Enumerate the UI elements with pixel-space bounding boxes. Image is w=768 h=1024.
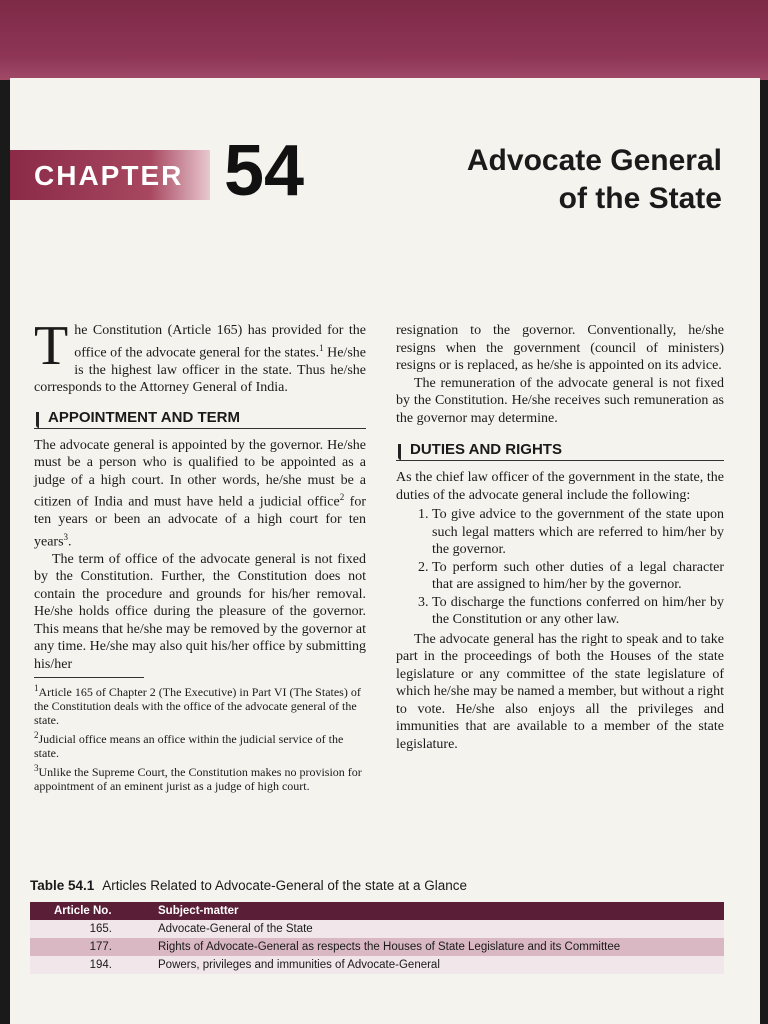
table-caption: [30, 878, 467, 893]
rights-paragraph: The advocate general has the right to speak and to take part in the proceedings of both the Houses of the state legislature or any committee of the state legislature of which he/she may be named a member, but without a right to vote. He/she also enjoys all the privileges and immunities that are available to a member of the state legislature.: [396, 631, 724, 752]
chapter-number: 54: [224, 131, 305, 211]
appointment-text-c: .: [68, 534, 72, 550]
chapter-title: [467, 142, 722, 217]
subject-matter: Powers, privileges and immunities of Advocate-General: [150, 956, 724, 974]
appointment-paragraph: [34, 437, 366, 551]
list-item: 3. To discharge the functions conferred on him/her by the Constitution or any other law.: [432, 594, 724, 629]
drop-cap: T: [34, 315, 69, 377]
chapter-label: CHAPTER: [34, 160, 184, 191]
remuneration-paragraph: The remuneration of the advocate general is not fixed by the Constitution. He/she receives such remuneration as the governor may determine.: [396, 375, 724, 426]
table-row: [30, 920, 724, 938]
subject-matter: Advocate-General of the State: [150, 920, 724, 938]
footnote-3: [34, 761, 366, 793]
article-number: 165.: [30, 920, 150, 938]
intro-text-2: He/she is the highest law officer in the state. Thus he/she corresponds to the Attorney General of India.: [34, 345, 366, 396]
list-item: 1. To give advice to the government of the state upon such legal matters which are referred to him/her by the governor.: [432, 506, 724, 559]
footnote-ref-3: 3: [63, 531, 69, 542]
intro-text: he Constitution (Article 165) has provided for the office of the advocate general for the states.: [74, 323, 366, 361]
footnote-text: Article 165 of Chapter 2 (The Executive) in Part VI (The States) of the Constitution deals with the office of the advocate general of the state.: [34, 685, 361, 728]
footnote-2: [34, 728, 366, 760]
footnote-mark: 1: [34, 683, 39, 694]
table-row: [30, 956, 724, 974]
duties-list: [396, 506, 724, 629]
section-heading-appointment: APPOINTMENT AND TERM: [34, 409, 366, 429]
footnote-mark: 2: [34, 730, 39, 741]
duties-intro: As the chief law officer of the government in the state, the duties of the advocate general include the following:: [396, 470, 724, 503]
article-number: 177.: [30, 938, 150, 956]
table-header-row: [30, 902, 724, 920]
term-paragraph: The term of office of the advocate general is not fixed by the Constitution. Further, the Constitution does not contain the procedure and grounds for his/her removal. He/she holds office during the pleasure of the governor. This means that he/she may be removed by the governor at any time. He/she may also quit his/her office by submitting his/her: [34, 551, 366, 672]
table-caption-text: Articles Related to Advocate-General of the state at a Glance: [102, 878, 468, 893]
footnote-1: [34, 681, 366, 727]
list-item: 2. To perform such other duties of a legal character that are assigned to him/her by the governor.: [432, 559, 724, 594]
subject-matter: Rights of Advocate-General as respects the Houses of State Legislature and its Committee: [150, 938, 724, 956]
resignation-paragraph: resignation to the governor. Conventionally, he/she resigns when the government (council of ministers) resigns or is replaced, as he/she is appointed on its advice.: [396, 323, 724, 373]
footnote-mark: 3: [34, 763, 39, 774]
footnote-ref-1: 1: [319, 342, 324, 353]
column-header-subject: Subject-matter: [150, 902, 724, 920]
appointment-text-a: The advocate general is appointed by the governor. He/she must be a person who is qualified to be appointed as a judge of a high court. In other words, he/she must be a citizen of India and must have held a judicial office: [34, 437, 366, 510]
footnote-text: Judicial office means an office within the judicial service of the state.: [34, 732, 344, 761]
table-caption-label: Table 54.1: [30, 878, 95, 893]
intro-paragraph: [34, 315, 366, 397]
footnote-rule: [34, 677, 144, 678]
top-cover-band: [0, 0, 768, 80]
column-header-article: Article No.: [30, 902, 150, 920]
footnote-text: Unlike the Supreme Court, the Constitution makes no provision for appointment of an eminent jurist as a judge of high court.: [34, 765, 362, 794]
chapter-title-line1: Advocate General: [466, 144, 722, 177]
left-column: [34, 315, 366, 794]
article-number: 194.: [30, 956, 150, 974]
table-row: [30, 938, 724, 956]
section-heading-duties: DUTIES AND RIGHTS: [396, 441, 724, 461]
right-column: [396, 322, 724, 753]
chapter-title-line2: of the State: [558, 181, 722, 215]
appointment-text-b: for ten years or been an advocate of a high court for ten years: [34, 494, 366, 550]
articles-table: [30, 902, 724, 974]
footnote-ref-2: 2: [339, 492, 345, 503]
